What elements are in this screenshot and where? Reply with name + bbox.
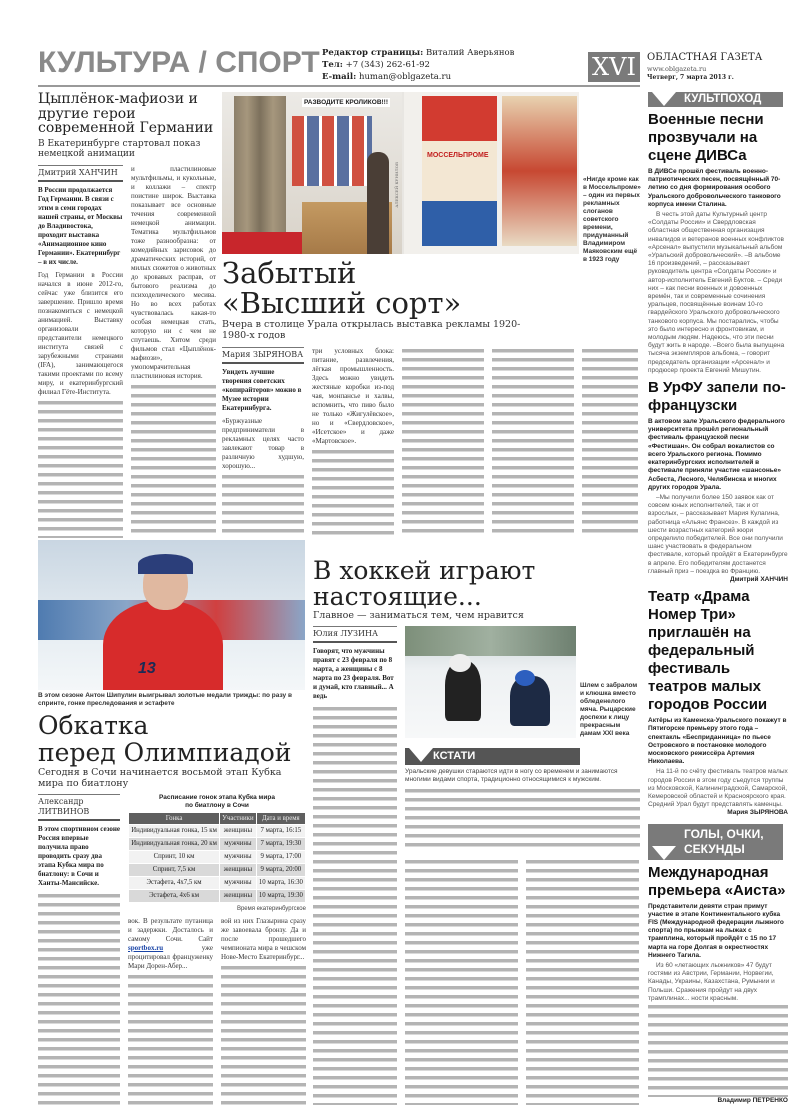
site-url[interactable]: www.oblgazeta.ru <box>647 65 707 73</box>
page-number: XVI <box>588 52 640 82</box>
text-column <box>402 347 484 538</box>
table-row <box>129 824 306 837</box>
table-cell: 10 марта, 16:30 <box>256 876 305 889</box>
triangle-icon <box>652 846 676 860</box>
headline-line: В хоккей играют <box>313 556 536 585</box>
body-urfu: –Мы получили более 150 заявок как от совсем юных исполнителей, так и от взрослых, – рассказывает Мария Кулагина, работница «Альянс Франсез». В каждой из шести возрастных категорий жюри определило победителей. Все они получили шанс участвовать в федеральном фестивале, который пройдёт в Екатеринбурге в апреле. Его победителям достанется главный приз – поездка во Францию. <box>648 493 788 575</box>
skier-photo <box>38 540 305 690</box>
text-column <box>222 473 304 538</box>
text-column <box>405 787 640 850</box>
lead-divs: В ДИВСе прошёл фестиваль военно-патриотических песен, посвящённый 70-летию со дня формирования особого Уральского добровольческого танкового корпуса имени Сталина. <box>648 168 781 208</box>
hockey-photo <box>405 626 576 738</box>
table-cell: мужчины <box>220 850 257 863</box>
table-cell: Спринт, 7,5 км <box>129 863 220 876</box>
body-theatre: На 11-й по счёту фестиваль театров малых городов России в этом году съедутся труппы из Московской, Калининградской, Самарской, Кемеровской областей и Красноярского края. Средний Урал будут представлять каменцы. <box>648 768 788 809</box>
rubric-label: КУЛЬТПОХОД <box>684 93 762 105</box>
lead-biathlon: В этом спортивном сезоне Россия впервые получила право проводить сразу два этапа Кубка мира по биатлону: в Сочи и Ханты-Мансийске. <box>38 824 120 887</box>
body-biathlon-col2 <box>128 917 213 971</box>
phone-label: Тел: <box>322 60 343 70</box>
exhibition-photo <box>222 92 579 254</box>
subheadline-germany: В Екатеринбурге стартовал показ немецкой анимации <box>38 139 201 160</box>
table-cell: мужчины <box>220 876 257 889</box>
text-column <box>312 448 394 538</box>
body-germany-col2: и пластилиновые мультфильмы, и кукольные, и коллажи – спектр поистине широк. Выставка показывает все основные течения современной немецкой анимации. Тематика мультфильмов тоже разнообразна: от комедийных зарисовок до драматических историй, от милых сюжетов о животных до кровавых расправ, от бытового реализма до психоделического месива. Но во всех работах чувствовалась какая-то особая немецкая стать, которую ни с чем не спутаешь. Хитом среди фильмов стал «Цыплёнок-мафиози», умопомрачительная пластилиновая история. <box>131 164 216 380</box>
editor-label: Редактор страницы: <box>322 48 424 58</box>
table-cell: 9 марта, 20:00 <box>256 863 305 876</box>
text-column <box>405 858 518 1105</box>
table-row <box>129 837 306 850</box>
issue-date: Четверг, 7 марта 2013 г. <box>647 74 734 81</box>
lead-aist: Представители девяти стран примут участие в этапе Континентального кубка FIS (Международной федерации лыжного спорта) по прыжкам на лыжах с трамплина, который пройдёт с 15 по 17 марта на горе Долгая в окрестностях Нижнего Тагила. <box>648 902 784 959</box>
kstati-text: Уральские девушки стараются идти в ногу со временем и занимаются многими видами спорта, традиционно относящимися к мужским. <box>405 767 618 784</box>
article-poster <box>222 258 640 538</box>
article-hockey <box>313 558 640 1105</box>
table-header: Дата и время <box>256 812 305 824</box>
table-cell: Индивидуальная гонка, 20 км <box>129 837 220 850</box>
triangle-icon <box>409 748 433 762</box>
body-text: уже процитировал француженку Мари Дорен-Абер... <box>128 943 213 970</box>
headline-divs: Военные песни прозвучали на сцене ДИВСа <box>648 111 764 164</box>
triangle-icon <box>652 92 676 106</box>
body-biathlon-col3: вой из них Глазырина сразу же завоевала бронзу. Да и после прошедшего чемпионата мира в чешском Нове-Место Екатеринбург... <box>221 916 306 961</box>
body-poster-col1: «Буржуазные предприниматели в рекламных целях часто завлекают товар в различную худшую, хорошую... <box>222 416 304 470</box>
text-column <box>492 347 574 538</box>
headline-urfu: В УрФУ запели по-французски <box>648 379 786 415</box>
table-cell: женщины <box>220 824 257 837</box>
kstati-label: КСТАТИ <box>433 749 476 762</box>
author-poster: Мария ЗЫРЯНОВА <box>222 347 304 364</box>
body-text: вок. В результате путаница и задержки. Досталось и самому Сочи. Сайт <box>128 916 213 943</box>
text-column <box>526 858 639 1105</box>
text-column <box>131 383 216 538</box>
schedule-table <box>128 794 306 917</box>
text-column <box>582 347 638 538</box>
table-cell: Спринт, 10 км <box>129 850 220 863</box>
headline-line: Забытый <box>222 256 357 290</box>
body-divs: В честь этой даты Культурный центр «Солдаты России» и Свердловская областная общественная организация инвалидов и ветеранов военных конфликтов «Арсенал» выпустили музыкальный альбом «Уральский добровольческий». –В альбоме 16 произведений, – рассказывает руководитель центра «Солдаты России» и автор-исполнитель Евгений Буктов. – Среди них – как песни военных и довоенных времён, так и современные сочинения уральцев, посвящённые воинам 10-го гвардейского Уральского добровольческого танкового корпуса. Мы постарались, чтобы это было интересно и фронтовикам, и молодым людям. Надеюсь, что эти песни будут жить в народе. –Всего была выпущена тысяча экземпляров альбома, – говорит председатель организации «Арсенал» и продюсер проекта Евгений Мишутин. <box>648 211 785 374</box>
rubric-kultpokhod <box>648 92 783 107</box>
table-cell: 7 марта, 16:15 <box>256 824 305 837</box>
text-column <box>221 964 306 1105</box>
email[interactable]: human@oblgazeta.ru <box>358 72 452 82</box>
email-label: E-mail: <box>322 72 357 82</box>
photo-caption-hockey: Шлем с забралом и клюшка вместо обледенелого мяча. Рыцарские доспехи к лицу прекрасным дамам XXI века <box>580 681 638 737</box>
kstati-bar <box>405 748 580 765</box>
author-biathlon: Александр ЛИТВИНОВ <box>38 794 120 821</box>
sportbox-link[interactable]: sportbox.ru <box>128 943 164 952</box>
subheadline-poster: Вчера в столице Урала открылась выставка рекламы 1920-1980-х годов <box>222 319 521 341</box>
text-column <box>648 1003 788 1097</box>
body-germany-col1: Год Германии в России начался в июне 2012-го, сейчас уже близится его завершение. Пришло время познакомиться с немецкой анимацией. Выставку организовали представители немецкого института связей с зарубежными странами (IFA), занимающегося такими проектами по всему миру, и екатеринбургский филиал Гёте-Института. <box>38 270 123 396</box>
author-theatre: Мария ЗЫРЯНОВА <box>727 809 788 817</box>
headline-poster <box>222 258 640 318</box>
text-column <box>313 705 397 1105</box>
sidebar <box>648 92 788 1105</box>
photo-credit: АЛЕКСЕЙ КУНИЛОВ <box>394 162 399 208</box>
editor-info <box>322 47 514 83</box>
header-rule <box>38 85 640 87</box>
table-cell: 9 марта, 17:00 <box>256 850 305 863</box>
headline-aist: Международная премьера «Аиста» <box>648 863 786 899</box>
table-row <box>129 876 306 889</box>
subheadline-hockey: Главное — заниматься тем, чем нравится <box>313 610 524 621</box>
table-header: Гонка <box>129 812 220 824</box>
author-urfu: Дмитрий ХАНЧИН <box>729 575 788 583</box>
article-germany <box>38 92 216 538</box>
author-hockey: Юлия ЛУЗИНА <box>313 626 397 643</box>
section-title: КУЛЬТУРА / СПОРТ <box>38 46 320 79</box>
phone: +7 (343) 262-61-92 <box>345 60 430 70</box>
headline-line: настоящие... <box>313 582 482 611</box>
headline-line: «Высший сорт» <box>222 286 462 320</box>
lead-hockey: Говорят, что мужчины правят с 23 февраля по 8 марта, а женщины с 8 марта по 23 февраля. Вот и думай, кто главный... А ведь <box>313 646 394 700</box>
table-note: Время екатеринбургское <box>236 905 306 912</box>
photo-caption-poster: «Нигде кроме как в Моссельпроме» – один из первых рекламных слоганов советского времени, придуманный Владимиром Маяковским ещё в 1923 году <box>583 176 641 263</box>
text-column <box>38 399 123 538</box>
headline-line: Обкатка <box>38 711 149 740</box>
table-cell: 7 марта, 19:30 <box>256 837 305 850</box>
headline-biathlon <box>38 712 306 766</box>
headline-theatre: Театр «Драма Номер Три» приглашён на федеральный фестиваль театров малых городов России <box>648 588 768 714</box>
headline-line: перед Олимпиадой <box>38 738 292 767</box>
table-cell: Индивидуальная гонка, 15 км <box>129 824 220 837</box>
lead-urfu: В актовом зале Уральского федерального университета прошёл региональный фестиваль французской песни «Фестишан». Он собрал вокалистов со всего Уральского региона. Помимо екатеринбургских исполнителей в фестивале приняли участие «шансонье» Асбеста, Лесного, Челябинска и многих других городов Урала. <box>648 418 785 491</box>
author-aist: Владимир ПЕТРЕНКО <box>717 1096 788 1104</box>
table-cell: 10 марта, 19:30 <box>256 889 305 902</box>
lead-poster: Увидеть лучшие творения советских «копирайтеров» можно в Музее истории Екатеринбурга. <box>222 367 302 412</box>
author-germany: Дмитрий ХАНЧИН <box>38 165 123 182</box>
table-cell: женщины <box>220 889 257 902</box>
table-cell: Эстафета, 4х6 км <box>129 889 220 902</box>
headline-germany: Цыплёнок-мафиози и другие герои современной Германии <box>38 91 214 137</box>
exhibition-sign: РАЗВОДИТЕ КРОЛИКОВ!!! <box>304 99 389 106</box>
bib-number: 13 <box>138 660 156 677</box>
table-title: Расписание гонок этапа Кубка мира по биатлону в Сочи <box>159 793 275 809</box>
table-header: Участники <box>220 812 257 824</box>
table-row <box>129 850 306 863</box>
newspaper-name: ОБЛАСТНАЯ ГАЗЕТА <box>647 52 763 63</box>
poster-text: МОССЕЛЬПРОМЕ <box>427 152 489 159</box>
editor-name: Виталий Аверьянов <box>426 48 515 58</box>
subheadline-biathlon: Сегодня в Сочи начинается восьмой этап Кубка мира по биатлону <box>38 767 282 789</box>
text-column <box>38 892 120 1105</box>
table-row <box>129 889 306 902</box>
body-poster-col2: три условных блока: питание, развлечения, лёгкая промышленность. Здесь можно увидеть жестяные коробки из-под чая, монпансье и халвы, вспомнить, что пиво было не только «Жигулёвское», но и «Свердловское», «Исетское» и даже «Мартовское». <box>312 346 394 445</box>
table-cell: мужчины <box>220 837 257 850</box>
text-column <box>128 973 213 1105</box>
lead-germany: В России продолжается Год Германии. В связи с этим в семи городах нашей страны, от Москвы до Владивостока, проходит выставка «Анимационное кино Германии». Екатеринбург – в их числе. <box>38 185 123 266</box>
photo-caption-skier: В этом сезоне Антон Шипулин выигрывал золотые медали трижды: по разу в спринте, гонке преследования и эстафете <box>38 692 292 707</box>
table-row <box>129 863 306 876</box>
article-biathlon <box>38 692 306 1105</box>
rubric-label: ГОЛЫ, ОЧКИ, СЕКУНДЫ <box>684 826 764 856</box>
rubric-goly <box>648 824 783 860</box>
headline-hockey <box>313 558 640 610</box>
table-cell: Эстафета, 4х7,5 км <box>129 876 220 889</box>
lead-theatre: Актёры из Каменска-Уральского покажут в Пятигорске премьеру этого года – спектакль «Бесприданница» по пьесе Островского в постановке молодого московского режиссёра Артемия Николаева. <box>648 717 787 766</box>
table-cell: женщины <box>220 863 257 876</box>
body-aist: Из 60 «летающих лыжников» 47 будут гостями из Австрии, Германии, Норвегии, Канады, Украины, Казахстана, Румынии и Польши. Сражения пройдут на двух трамплинах... ности красным. <box>648 962 775 1002</box>
